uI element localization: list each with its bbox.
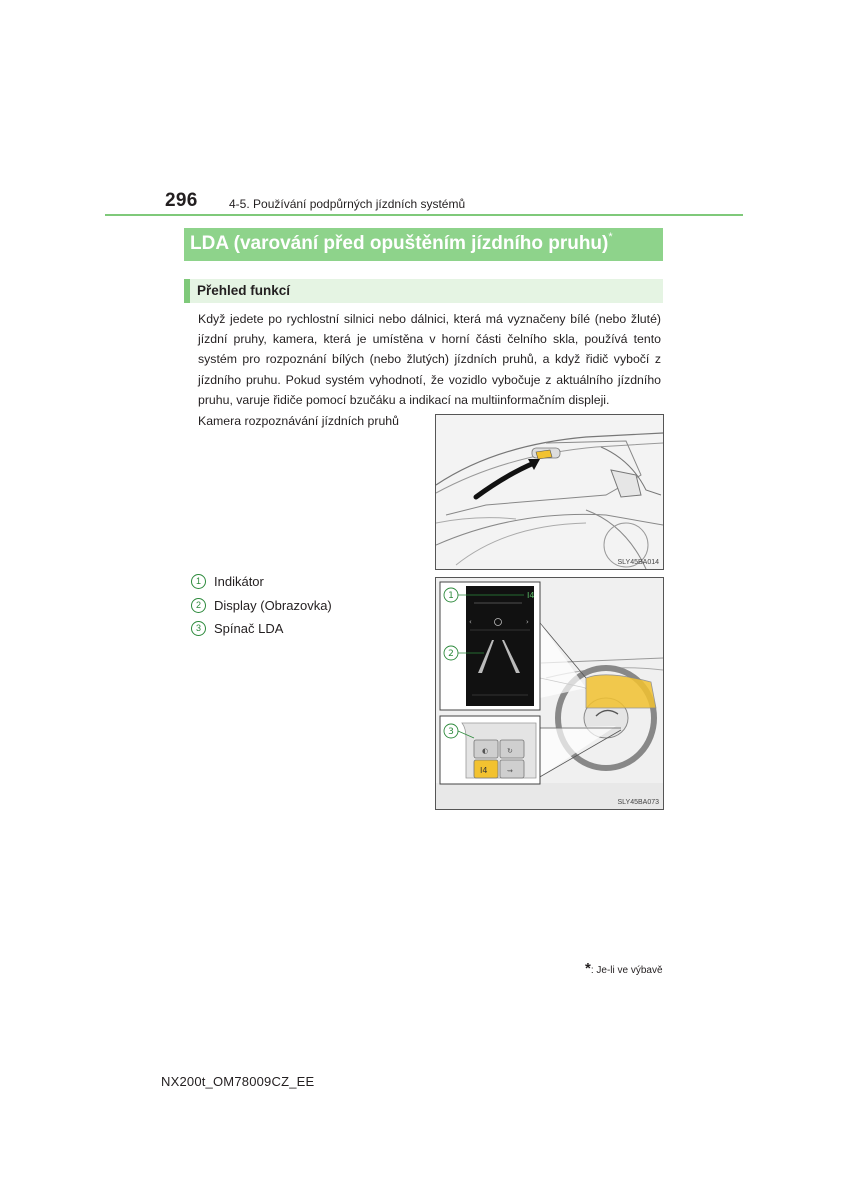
footnote [585,960,663,977]
header-divider [105,214,743,216]
svg-text:I4: I4 [527,591,535,600]
legend-item-display [191,598,391,618]
callout-2: 2 [448,649,454,659]
legend-number: 1 [191,574,206,589]
dashboard-illustration [436,578,663,809]
callout-3: 3 [448,727,454,737]
availability-mark: * [608,231,613,243]
svg-text:◐: ◐ [482,747,489,755]
legend-number: 3 [191,621,206,636]
legend-label: Display (Obrazovka) [214,598,332,613]
camera-label: Kamera rozpoznávání jízdních pruhů [198,414,399,428]
subheading-bar [184,279,663,303]
callout-1: 1 [448,591,454,601]
footnote-mark: * [585,960,591,977]
subheading-accent [184,279,190,303]
body-paragraph: Když jedete po rychlostní silnici nebo dálnici, která má vyznačeny bílé (nebo žluté) jízdní pruhy, kamera, která je umístěna v horní části čelního skla, používá tento systém pro rozpoznání bílých (nebo žlutých) jízdních pruhů, a když řidič vybočí z jízdního pruhu. Pokud systém vyhodnotí, že vozidlo vybočuje z aktuálního jízdního pruhu, varuje řidiče pomocí bzučáku a indikací na multiinformačním displeji. [198,312,661,407]
subheading: Přehled funkcí [197,283,291,298]
legend-item-indicator [191,574,391,594]
car-illustration [436,415,663,569]
svg-text:‹: ‹ [469,618,472,626]
section-breadcrumb: 4-5. Používání podpůrných jízdních systémů [229,197,466,211]
camera-location-figure [435,414,664,570]
section-title [190,233,613,255]
legend-item-lda-switch [191,621,391,641]
section-title-text: LDA (varování před opuštěním jízdního pruhu) [190,233,609,254]
svg-text:↻: ↻ [507,747,513,755]
svg-text:›: › [526,618,529,626]
document-code: NX200t_OM78009CZ_EE [161,1074,315,1089]
figure-code: SLY45BA014 [617,559,659,566]
legend-number: 2 [191,598,206,613]
footnote-text: : Je-li ve výbavě [590,965,663,976]
section-title-bar [184,228,663,261]
legend-label: Spínač LDA [214,621,284,636]
svg-text:⇝: ⇝ [507,767,513,775]
svg-text:I4: I4 [480,766,488,775]
page-number: 296 [165,190,198,211]
figure-code: SLY45BA073 [617,799,659,806]
legend-label: Indikátor [214,574,264,589]
dashboard-figure [435,577,664,810]
